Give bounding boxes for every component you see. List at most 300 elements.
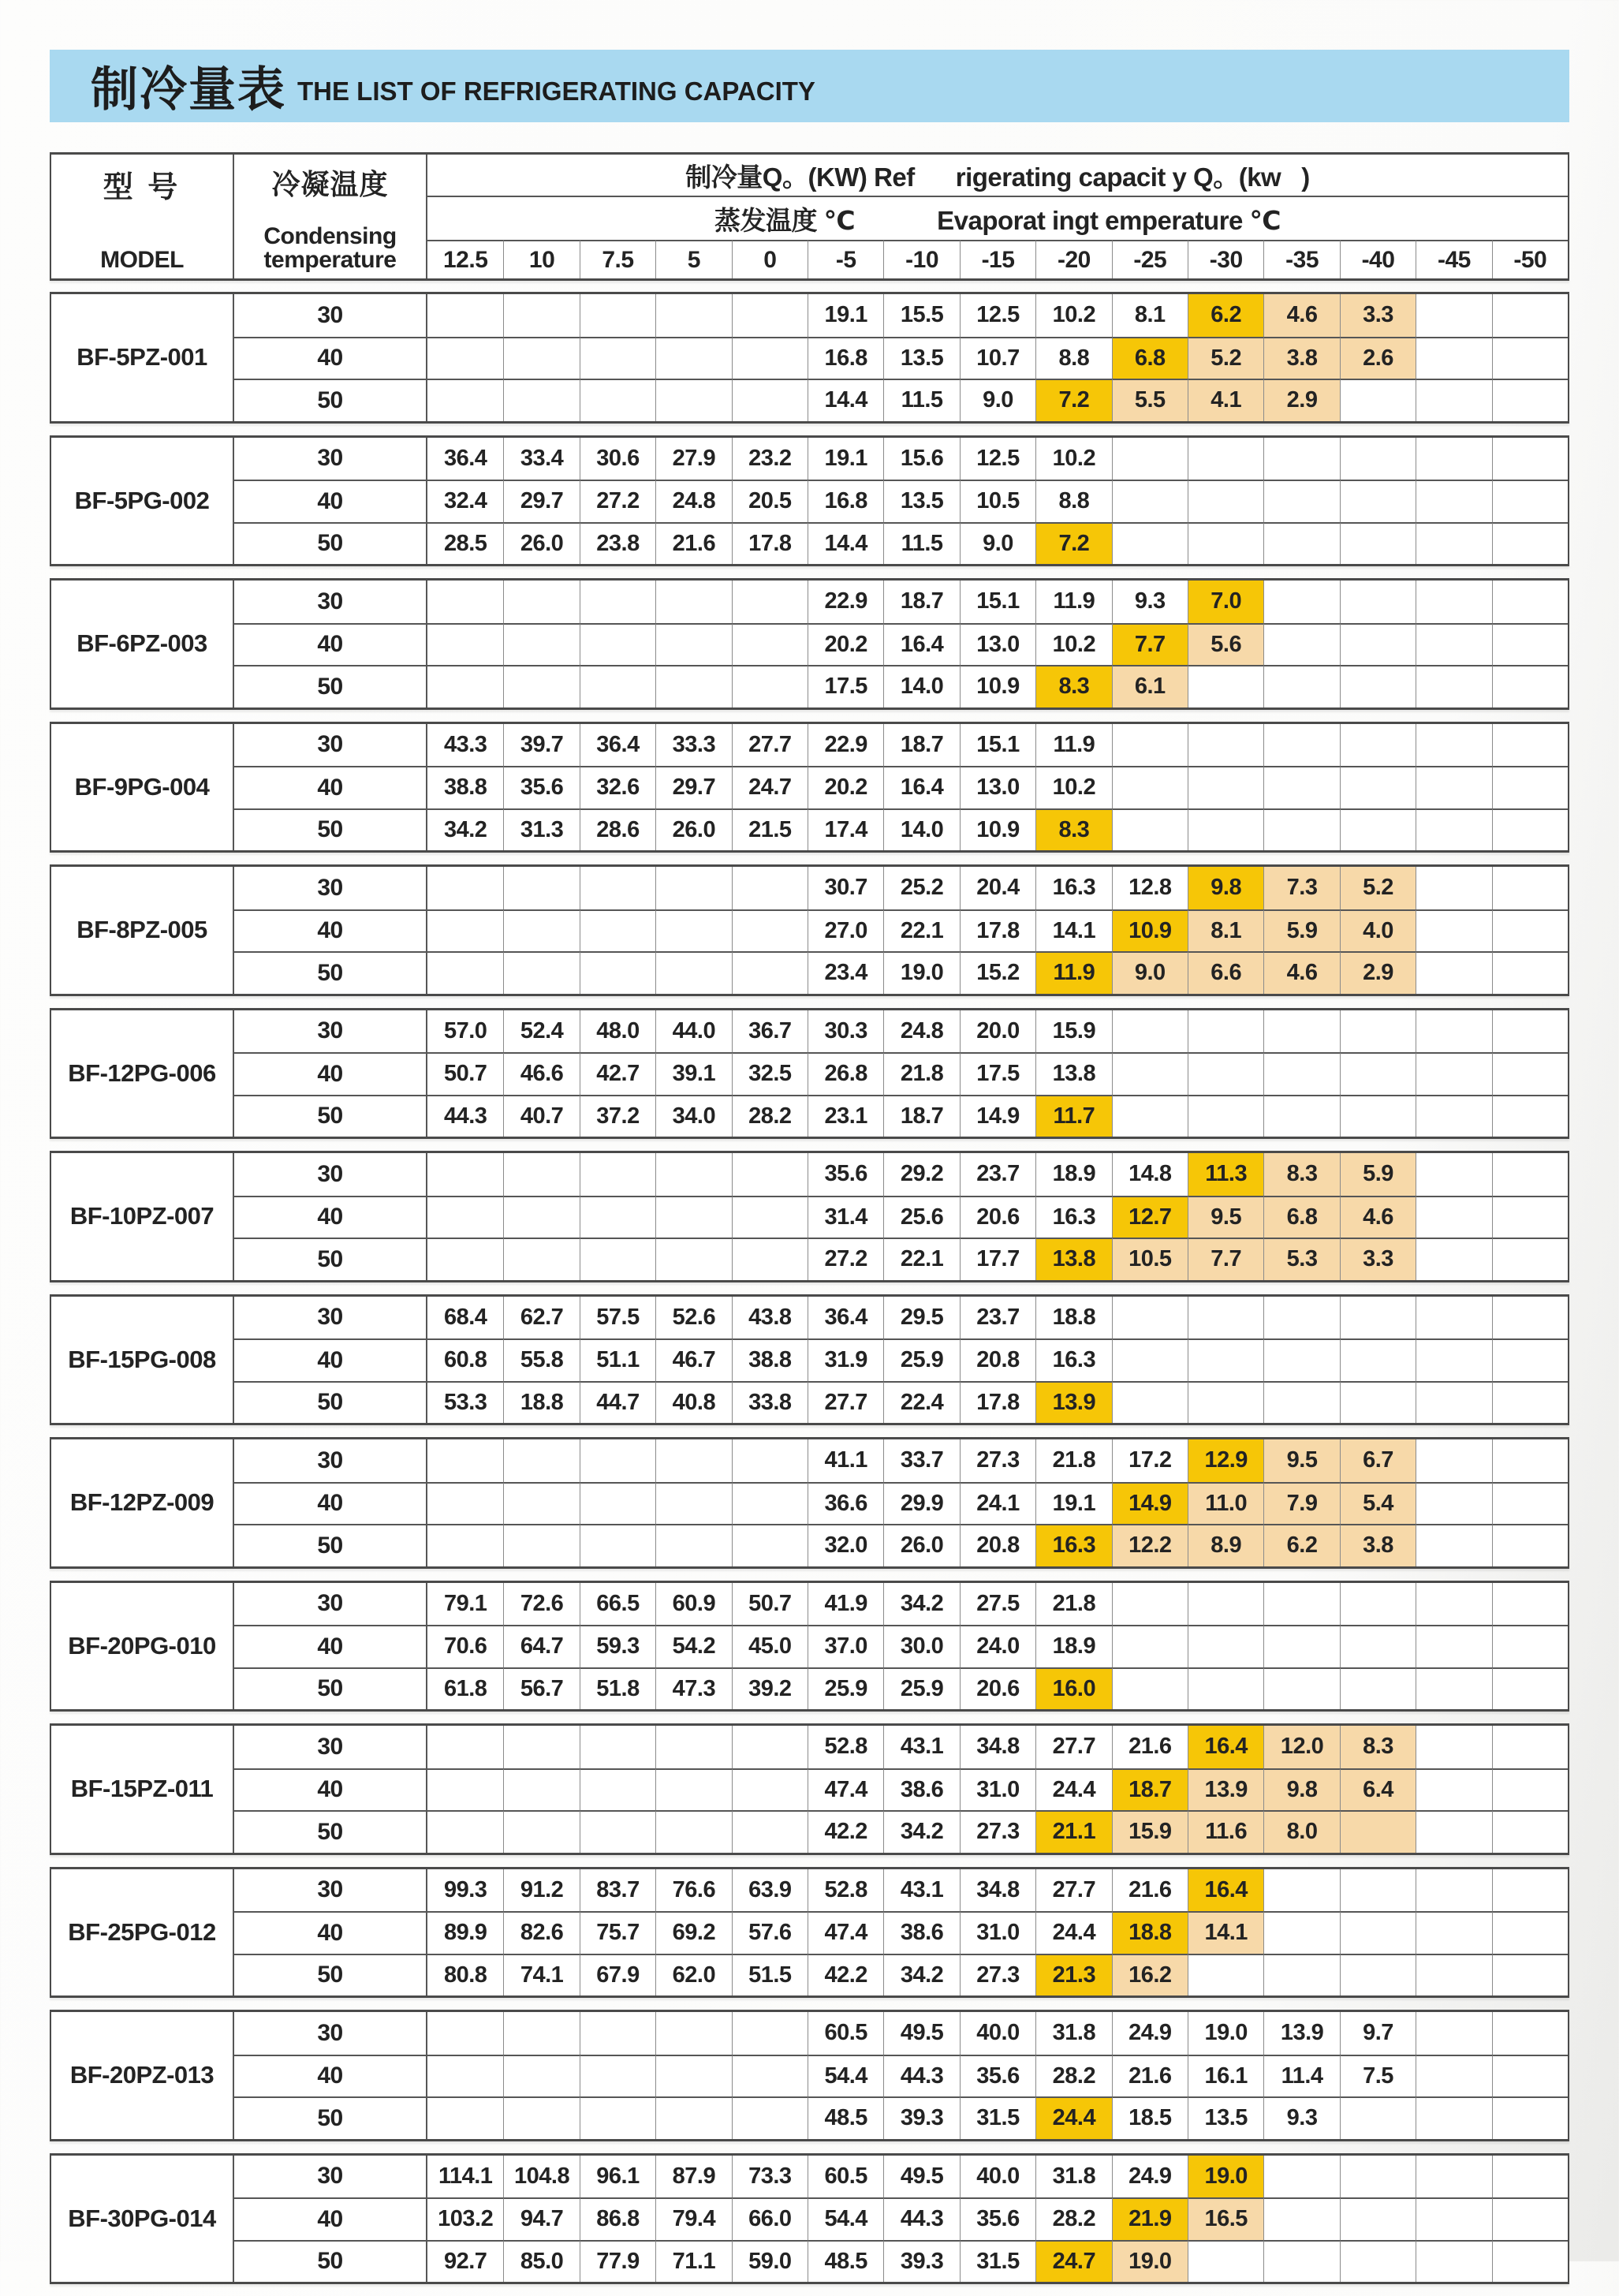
- capacity-cell: [1492, 724, 1568, 767]
- capacity-cell: [503, 951, 579, 994]
- capacity-cell: [1492, 2240, 1568, 2283]
- capacity-cell: [655, 665, 731, 707]
- capacity-cell: 7.7: [1112, 623, 1188, 666]
- capacity-cell: 15.2: [960, 951, 1035, 994]
- capacity-cell: [1416, 1439, 1491, 1482]
- capacity-cell: [427, 2055, 503, 2097]
- capacity-cell: 15.9: [1035, 1010, 1111, 1053]
- capacity-cell: 3.8: [1340, 1524, 1416, 1566]
- model-block: [50, 2153, 1569, 2285]
- capacity-cell: 17.5: [960, 1052, 1035, 1095]
- capacity-cell: 24.7: [1035, 2240, 1111, 2283]
- capacity-cell: [1263, 480, 1339, 522]
- capacity-cell: 11.0: [1188, 1482, 1263, 1525]
- capacity-cell: 31.8: [1035, 2012, 1111, 2055]
- capacity-cell: [1340, 808, 1416, 851]
- capacity-cell: [427, 379, 503, 421]
- capacity-cell: 19.0: [1188, 2156, 1263, 2198]
- capacity-cell: [427, 1726, 503, 1768]
- condensing-temp-cell: 30: [233, 1153, 427, 1196]
- condensing-temp-cell: 50: [233, 665, 427, 707]
- capacity-cell: 103.2: [427, 2197, 503, 2240]
- capacity-cell: 42.2: [808, 1810, 883, 1853]
- capacity-cell: 92.7: [427, 2240, 503, 2283]
- capacity-cell: 12.5: [960, 438, 1035, 480]
- model-block: [50, 1151, 1569, 1282]
- capacity-cell: 25.9: [883, 1338, 959, 1381]
- capacity-cell: 10.2: [1035, 766, 1111, 808]
- capacity-cell: 20.6: [960, 1196, 1035, 1238]
- capacity-cell: 24.0: [960, 1625, 1035, 1667]
- capacity-cell: 24.4: [1035, 1911, 1111, 1954]
- capacity-cell: 60.8: [427, 1338, 503, 1381]
- capacity-cell: [1416, 1625, 1491, 1667]
- condensing-temp-cell: 40: [233, 1768, 427, 1811]
- capacity-cell: [1188, 522, 1263, 565]
- capacity-cell: 11.3: [1188, 1153, 1263, 1196]
- capacity-cell: 26.0: [883, 1524, 959, 1566]
- capacity-cell: [503, 665, 579, 707]
- table-header: [50, 152, 1569, 281]
- capacity-cell: [1112, 1010, 1188, 1053]
- capacity-cell: 18.7: [883, 1095, 959, 1137]
- capacity-cell: [1416, 438, 1491, 480]
- capacity-cell: 52.4: [503, 1010, 579, 1053]
- capacity-cell: 64.7: [503, 1625, 579, 1667]
- capacity-cell: [732, 909, 808, 952]
- capacity-cell: [580, 951, 655, 994]
- capacity-cell: 39.3: [883, 2240, 959, 2283]
- capacity-cell: [1492, 1625, 1568, 1667]
- header-evap-temp-cell: 0: [732, 240, 808, 278]
- capacity-cell: [732, 1768, 808, 1811]
- capacity-cell: 16.4: [883, 623, 959, 666]
- capacity-cell: [427, 1482, 503, 1525]
- capacity-cell: [732, 294, 808, 337]
- capacity-cell: [1340, 1052, 1416, 1095]
- condensing-temp-cell: 30: [233, 1583, 427, 1626]
- capacity-cell: [580, 2055, 655, 2097]
- capacity-cell: [1492, 1726, 1568, 1768]
- capacity-cell: 2.9: [1263, 379, 1339, 421]
- capacity-cell: [1416, 1583, 1491, 1626]
- capacity-cell: 16.3: [1035, 1338, 1111, 1381]
- capacity-cell: [1188, 724, 1263, 767]
- capacity-cell: 24.8: [883, 1010, 959, 1053]
- header-evaporating-row: 蒸发温度 ℃ Evaporat ingt emperature ℃: [427, 196, 1568, 240]
- capacity-cell: [732, 1810, 808, 1853]
- capacity-cell: [1492, 480, 1568, 522]
- capacity-cell: [1492, 1869, 1568, 1912]
- capacity-cell: 8.3: [1035, 808, 1111, 851]
- capacity-cell: 43.1: [883, 1869, 959, 1912]
- condensing-temp-cell: 40: [233, 1911, 427, 1954]
- capacity-cell: 31.8: [1035, 2156, 1111, 2198]
- capacity-cell: 62.0: [655, 1954, 731, 1996]
- capacity-cell: 43.3: [443, 731, 487, 757]
- capacity-cell: 35.6: [808, 1153, 883, 1196]
- capacity-cell: [655, 2055, 731, 2097]
- capacity-cell: 13.0: [960, 623, 1035, 666]
- model-block: [50, 578, 1569, 710]
- capacity-cell: 18.8: [503, 1381, 579, 1424]
- model-name: BF-8PZ-005: [76, 916, 207, 944]
- capacity-cell: [1416, 1153, 1491, 1196]
- header-evap-temp-cell: -30: [1188, 240, 1263, 278]
- capacity-cell: [427, 951, 503, 994]
- capacity-cell: 87.9: [655, 2156, 731, 2198]
- capacity-cell: [1263, 2197, 1339, 2240]
- capacity-cell: 34.8: [960, 1869, 1035, 1912]
- capacity-cell: 31.5: [960, 2240, 1035, 2283]
- capacity-cell: 20.8: [960, 1338, 1035, 1381]
- capacity-cell: [1188, 1954, 1263, 1996]
- capacity-cell: 71.1: [655, 2240, 731, 2283]
- capacity-cell: 32.4: [427, 480, 503, 522]
- capacity-cell: 22.1: [883, 909, 959, 952]
- capacity-cell: [732, 2012, 808, 2055]
- capacity-cell: [655, 379, 731, 421]
- capacity-cell: [1340, 522, 1416, 565]
- capacity-cell: [580, 1768, 655, 1811]
- capacity-cell: 9.5: [1188, 1196, 1263, 1238]
- capacity-cell: 16.2: [1112, 1954, 1188, 1996]
- capacity-cell: [1263, 1625, 1339, 1667]
- condensing-temp-cell: 30: [233, 1869, 427, 1912]
- capacity-cell: 61.8: [427, 1667, 503, 1710]
- capacity-cell: [1340, 438, 1416, 480]
- capacity-cell: 86.8: [580, 2197, 655, 2240]
- capacity-cell: 69.2: [655, 1911, 731, 1954]
- capacity-cell: 33.8: [732, 1381, 808, 1424]
- capacity-cell: [503, 1726, 579, 1768]
- capacity-cell: 27.3: [960, 1954, 1035, 1996]
- capacity-cell: 74.1: [503, 1954, 579, 1996]
- capacity-cell: [503, 2055, 579, 2097]
- capacity-cell: [1492, 1338, 1568, 1381]
- capacity-cell: 57.5: [580, 1297, 655, 1339]
- capacity-cell: 24.8: [655, 480, 731, 522]
- capacity-cell: 72.6: [503, 1583, 579, 1626]
- capacity-cell: [427, 867, 503, 909]
- capacity-cell: 42.2: [808, 1954, 883, 1996]
- capacity-cell: [1492, 581, 1568, 623]
- capacity-cell: [1188, 438, 1263, 480]
- capacity-cell: 13.0: [960, 766, 1035, 808]
- capacity-cell: [1188, 2240, 1263, 2283]
- condensing-temp-cell: 40: [233, 480, 427, 522]
- capacity-cell: [1492, 1524, 1568, 1566]
- capacity-cell: [1416, 1010, 1491, 1053]
- capacity-cell: [655, 1524, 731, 1566]
- capacity-cell: [1340, 2156, 1416, 2198]
- capacity-cell: 18.7: [1112, 1768, 1188, 1811]
- capacity-cell: 39.3: [883, 2096, 959, 2139]
- capacity-cell: [427, 2012, 503, 2055]
- capacity-cell: 80.8: [427, 1954, 503, 1996]
- header-capacity-row: 制冷量Q。(KW) Ref rigerating capacit y Q。(kw ): [685, 162, 1310, 192]
- capacity-cell: [655, 1726, 731, 1768]
- capacity-cell: 89.9: [427, 1911, 503, 1954]
- capacity-cell: 14.4: [808, 379, 883, 421]
- capacity-cell: [1112, 1381, 1188, 1424]
- capacity-cell: [655, 1238, 731, 1280]
- capacity-cell: 8.8: [1035, 480, 1111, 522]
- capacity-cell: 29.7: [655, 766, 731, 808]
- header-evap-temp-cell: 7.5: [580, 240, 655, 278]
- capacity-cell: 12.5: [960, 294, 1035, 337]
- capacity-cell: 21.1: [1035, 1810, 1111, 1853]
- capacity-cell: 31.4: [808, 1196, 883, 1238]
- capacity-cell: [1492, 951, 1568, 994]
- capacity-cell: 22.4: [883, 1381, 959, 1424]
- condensing-temp-cell: 50: [233, 1238, 427, 1280]
- capacity-cell: [1340, 1338, 1416, 1381]
- capacity-cell: [1263, 1869, 1339, 1912]
- capacity-cell: [1340, 1667, 1416, 1710]
- condensing-temp-cell: 40: [233, 1338, 427, 1381]
- capacity-cell: [503, 294, 579, 337]
- capacity-cell: 6.4: [1340, 1768, 1416, 1811]
- content-area: [50, 50, 1569, 2296]
- capacity-cell: 27.7: [1035, 1726, 1111, 1768]
- capacity-cell: [1492, 1052, 1568, 1095]
- model-block: [50, 1294, 1569, 1426]
- capacity-cell: [1492, 337, 1568, 379]
- capacity-cell: 9.7: [1340, 2012, 1416, 2055]
- capacity-cell: 59.3: [580, 1625, 655, 1667]
- capacity-cell: 73.3: [732, 2156, 808, 2198]
- capacity-cell: [1188, 1010, 1263, 1053]
- capacity-cell: 29.2: [883, 1153, 959, 1196]
- capacity-cell: [427, 294, 503, 337]
- capacity-cell: 25.6: [883, 1196, 959, 1238]
- capacity-cell: [732, 1524, 808, 1566]
- capacity-cell: [1263, 1297, 1339, 1339]
- capacity-cell: [1416, 1726, 1491, 1768]
- capacity-cell: [1340, 1911, 1416, 1954]
- capacity-cell: 48.0: [580, 1010, 655, 1053]
- capacity-cell: [1416, 623, 1491, 666]
- capacity-cell: [1492, 1911, 1568, 1954]
- capacity-cell: [1188, 1625, 1263, 1667]
- condensing-temp-cell: 40: [233, 909, 427, 952]
- capacity-cell: [427, 665, 503, 707]
- capacity-cell: 114.1: [438, 2163, 493, 2189]
- capacity-cell: [1112, 438, 1188, 480]
- capacity-cell: 18.9: [1035, 1153, 1111, 1196]
- model-name: BF-10PZ-007: [69, 1202, 214, 1230]
- header-condensing-zh: 冷凝温度: [271, 168, 389, 200]
- capacity-cell: [1340, 665, 1416, 707]
- capacity-cell: [1416, 1196, 1491, 1238]
- capacity-cell: 26.0: [655, 808, 731, 851]
- capacity-cell: [1492, 665, 1568, 707]
- capacity-cell: [655, 1439, 731, 1482]
- model-name: BF-30PG-014: [68, 2204, 216, 2232]
- capacity-cell: 31.9: [808, 1338, 883, 1381]
- capacity-cell: [1492, 2012, 1568, 2055]
- capacity-cell: 4.6: [1263, 294, 1339, 337]
- model-block: [50, 1008, 1569, 1140]
- capacity-cell: 63.9: [732, 1869, 808, 1912]
- capacity-cell: 14.1: [1188, 1911, 1263, 1954]
- capacity-cell: 46.7: [655, 1338, 731, 1381]
- capacity-cell: [1112, 1095, 1188, 1137]
- capacity-cell: [1263, 1911, 1339, 1954]
- capacity-cell: 21.8: [883, 1052, 959, 1095]
- capacity-cell: [580, 1196, 655, 1238]
- capacity-cell: 20.8: [960, 1524, 1035, 1566]
- capacity-cell: 12.9: [1188, 1439, 1263, 1482]
- capacity-cell: 44.0: [655, 1010, 731, 1053]
- capacity-cell: 18.9: [1035, 1625, 1111, 1667]
- capacity-cell: [1492, 766, 1568, 808]
- capacity-cell: 21.8: [1035, 1583, 1111, 1626]
- capacity-cell: 25.9: [883, 1667, 959, 1710]
- capacity-cell: 91.2: [503, 1869, 579, 1912]
- capacity-cell: 10.2: [1035, 294, 1111, 337]
- capacity-cell: 24.4: [1035, 1768, 1111, 1811]
- capacity-cell: [1492, 1095, 1568, 1137]
- capacity-cell: [1340, 724, 1416, 767]
- capacity-cell: 29.9: [883, 1482, 959, 1525]
- capacity-cell: 33.7: [883, 1439, 959, 1482]
- capacity-cell: 66.0: [732, 2197, 808, 2240]
- capacity-cell: 79.1: [443, 1590, 487, 1616]
- capacity-cell: 34.2: [427, 808, 503, 851]
- header-evap-temp-cell: -10: [883, 240, 959, 278]
- capacity-cell: 35.6: [503, 766, 579, 808]
- capacity-cell: 8.0: [1263, 1810, 1339, 1853]
- capacity-cell: 15.5: [883, 294, 959, 337]
- capacity-cell: 8.8: [1035, 337, 1111, 379]
- capacity-cell: 19.0: [1112, 2240, 1188, 2283]
- capacity-cell: 43.8: [732, 1297, 808, 1339]
- capacity-cell: 16.5: [1188, 2197, 1263, 2240]
- capacity-cell: [655, 623, 731, 666]
- condensing-temp-cell: 40: [233, 2055, 427, 2097]
- capacity-cell: 16.4: [1188, 1869, 1263, 1912]
- header-evap-temp-cell: -5: [808, 240, 883, 278]
- capacity-cell: 10.9: [1112, 909, 1188, 952]
- capacity-cell: 14.0: [883, 665, 959, 707]
- capacity-cell: 34.2: [883, 1583, 959, 1626]
- condensing-temp-cell: 30: [233, 294, 427, 337]
- capacity-cell: [655, 909, 731, 952]
- capacity-cell: [1416, 1954, 1491, 1996]
- capacity-cell: 8.3: [1035, 665, 1111, 707]
- capacity-cell: 31.5: [960, 2096, 1035, 2139]
- capacity-cell: 37.2: [580, 1095, 655, 1137]
- model-name: BF-9PG-004: [74, 772, 210, 801]
- capacity-cell: 32.6: [580, 766, 655, 808]
- capacity-cell: [1416, 1869, 1491, 1912]
- header-evap-temp-cell: -25: [1112, 240, 1188, 278]
- capacity-cell: 5.4: [1340, 1482, 1416, 1525]
- capacity-cell: [580, 1810, 655, 1853]
- capacity-cell: 24.1: [960, 1482, 1035, 1525]
- capacity-cell: 99.3: [443, 1876, 487, 1902]
- capacity-cell: 25.2: [883, 867, 959, 909]
- capacity-cell: 30.6: [580, 438, 655, 480]
- capacity-cell: 13.5: [883, 480, 959, 522]
- condensing-temp-cell: 40: [233, 1482, 427, 1525]
- capacity-cell: [1263, 1095, 1339, 1137]
- capacity-cell: 29.5: [883, 1297, 959, 1339]
- capacity-cell: [580, 909, 655, 952]
- capacity-cell: 20.2: [808, 623, 883, 666]
- capacity-cell: 36.4: [443, 445, 487, 471]
- capacity-cell: [503, 581, 579, 623]
- capacity-cell: [1492, 2197, 1568, 2240]
- capacity-cell: [1263, 581, 1339, 623]
- capacity-cell: 27.2: [808, 1238, 883, 1280]
- capacity-cell: 21.5: [732, 808, 808, 851]
- capacity-cell: 10.9: [960, 808, 1035, 851]
- capacity-cell: [1492, 1954, 1568, 1996]
- capacity-cell: 20.2: [808, 766, 883, 808]
- model-name: BF-6PZ-003: [76, 629, 207, 658]
- capacity-cell: [1416, 724, 1491, 767]
- capacity-cell: 23.7: [960, 1153, 1035, 1196]
- header-model-zh: 型 号: [103, 171, 181, 204]
- capacity-cell: [1112, 522, 1188, 565]
- capacity-cell: 40.0: [960, 2156, 1035, 2198]
- capacity-cell: 40.8: [655, 1381, 731, 1424]
- capacity-cell: 13.5: [1188, 2096, 1263, 2139]
- capacity-cell: 24.9: [1112, 2012, 1188, 2055]
- capacity-cell: [1188, 1381, 1263, 1424]
- capacity-cell: 23.8: [580, 522, 655, 565]
- capacity-cell: 26.8: [808, 1052, 883, 1095]
- capacity-cell: [1416, 1095, 1491, 1137]
- capacity-cell: 11.4: [1263, 2055, 1339, 2097]
- capacity-cell: 5.9: [1340, 1153, 1416, 1196]
- capacity-cell: 30.3: [808, 1010, 883, 1053]
- capacity-cell: 9.8: [1188, 867, 1263, 909]
- capacity-cell: 8.9: [1188, 1524, 1263, 1566]
- model-block: [50, 1867, 1569, 1999]
- capacity-cell: 17.2: [1112, 1439, 1188, 1482]
- capacity-cell: 17.8: [732, 522, 808, 565]
- capacity-cell: [1416, 2197, 1491, 2240]
- capacity-cell: [1492, 2096, 1568, 2139]
- capacity-cell: [427, 909, 503, 952]
- capacity-cell: [1416, 522, 1491, 565]
- capacity-cell: [503, 1810, 579, 1853]
- capacity-cell: [580, 1153, 655, 1196]
- model-block: [50, 1723, 1569, 1855]
- capacity-cell: [1416, 766, 1491, 808]
- capacity-cell: [1492, 1810, 1568, 1853]
- condensing-temp-cell: 50: [233, 1954, 427, 1996]
- capacity-cell: 47.4: [808, 1768, 883, 1811]
- capacity-cell: [1416, 1667, 1491, 1710]
- header-evap-temp-cell: 5: [655, 240, 731, 278]
- capacity-cell: [1263, 724, 1339, 767]
- capacity-cell: [580, 379, 655, 421]
- capacity-cell: [1188, 1667, 1263, 1710]
- capacity-cell: 31.0: [960, 1768, 1035, 1811]
- capacity-cell: 96.1: [580, 2156, 655, 2198]
- capacity-cell: [1416, 1238, 1491, 1280]
- capacity-cell: 38.8: [732, 1338, 808, 1381]
- capacity-cell: [732, 867, 808, 909]
- capacity-cell: [503, 1482, 579, 1525]
- capacity-cell: 8.1: [1112, 294, 1188, 337]
- capacity-cell: 28.5: [427, 522, 503, 565]
